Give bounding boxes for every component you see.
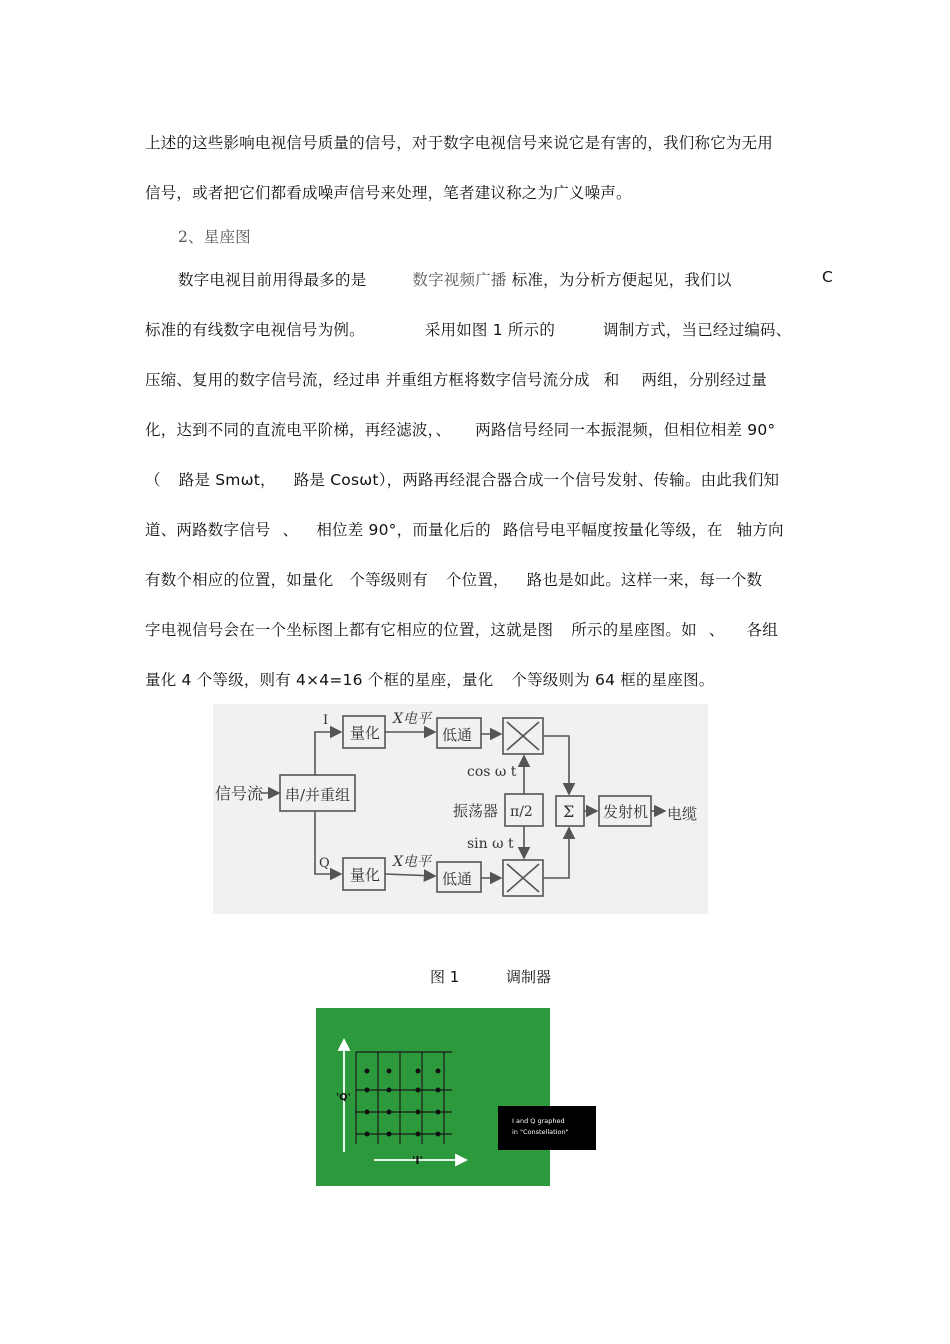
figure-caption-number: 图 1 [430, 968, 460, 986]
text-run: 相位差 90°，而量化后的 [316, 521, 491, 539]
text-run: 、 [708, 621, 725, 639]
section-heading: 2、星座图 [178, 228, 251, 246]
q-axis-label: 'Q' [336, 1092, 351, 1103]
text-run: 两路信号经同一本振混频，但相位相差 90° [475, 421, 776, 439]
label-q-branch: Q [319, 856, 330, 871]
text-run: 轴方向 [736, 521, 784, 539]
paragraph-line [145, 518, 810, 540]
text-run: 个等级则为 64 框的星座图。 [511, 671, 715, 689]
text-run: 化，达到不同的直流电平阶梯，再经滤波，、 [145, 421, 452, 439]
paragraph-line [145, 568, 810, 590]
text-run: 路是 Smωt， [178, 471, 276, 489]
text-run: 压缩、复用的数字信号流，经过串 并重组方框将数字信号流分成 [145, 371, 590, 389]
constellation-figure [316, 1008, 596, 1186]
label-oscillator: 振荡器 [453, 802, 499, 820]
label-input: 信号流 [215, 784, 264, 803]
label-sin: sin ω t [467, 836, 514, 852]
paragraph-line [145, 468, 810, 490]
label-sum: Σ [563, 802, 575, 821]
label-phase: π/2 [510, 804, 533, 820]
text-run: 道、两路数字信号 [145, 521, 271, 539]
text-run: 各组 [746, 621, 778, 639]
caption-box-line2: in "Constellation" [512, 1128, 569, 1136]
label-xlevel-q: X电平 [393, 854, 431, 870]
text-run: 调制方式，当已经过编码、 [603, 321, 792, 339]
text-run: 、 [282, 521, 299, 539]
text-run: 标准的有线数字电视信号为例。 [145, 321, 365, 339]
text-run: 个等级则有 [349, 571, 428, 589]
text-run: 路也是如此。这样一来，每一个数 [526, 571, 763, 589]
text-run: 数字电视目前用得最多的是 [178, 271, 367, 289]
label-lowpass-q: 低通 [442, 870, 473, 888]
text-run: 所示的星座图。如 [571, 621, 697, 639]
label-i-branch: I [323, 713, 329, 728]
modulator-diagram [213, 704, 708, 914]
text-run: 数字视频广播 [412, 271, 507, 289]
paragraph-line [145, 418, 810, 440]
text-run: 字电视信号会在一个坐标图上都有它相应的位置，这就是图 [145, 621, 554, 639]
label-lowpass-i: 低通 [442, 726, 473, 744]
paragraph-line [178, 268, 833, 290]
label-quant-i: 量化 [350, 724, 381, 742]
label-transmitter: 发射机 [603, 803, 649, 821]
text-run: 路是 Cosωt），两路再经混合器合成一个信号发射、传输。由此我们知 [293, 471, 780, 489]
text-run: 有数个相应的位置，如量化 [145, 571, 334, 589]
text-run: 和 [603, 371, 620, 389]
paragraph-line [145, 368, 810, 390]
paragraph-line [145, 318, 810, 340]
paragraph-line [145, 668, 810, 690]
text-run: 标准，为分析方便起见，我们以 [511, 271, 732, 289]
text-run: 个位置， [445, 571, 509, 589]
text-run: 采用如图 1 所示的 [424, 321, 556, 339]
i-axis-label: 'I' [412, 1154, 423, 1167]
text-run: （ [145, 471, 161, 489]
text-run: 路信号电平幅度按量化等级，在 [502, 521, 723, 539]
label-xlevel-i: X电平 [393, 711, 431, 727]
label-serpar: 串/并重组 [285, 786, 351, 804]
text-run: 量化 4 个等级，则有 4×4=16 个框的星座，量化 [145, 671, 494, 689]
paragraph-line [145, 618, 810, 640]
text-run: 两组，分别经过量 [641, 371, 768, 389]
label-cos: cos ω t [467, 764, 517, 780]
paragraph-line: 上述的这些影响电视信号质量的信号，对于数字电视信号来说它是有害的，我们称它为无用 [145, 134, 774, 152]
figure-caption-text: 调制器 [506, 968, 552, 986]
label-output: 电缆 [667, 805, 698, 823]
text-run: C [821, 268, 833, 286]
paragraph-line: 信号，或者把它们都看成噪声信号来处理，笔者建议称之为广义噪声。 [145, 184, 632, 202]
caption-box-line1: I and Q graphed [512, 1117, 565, 1125]
label-quant-q: 量化 [350, 866, 381, 884]
